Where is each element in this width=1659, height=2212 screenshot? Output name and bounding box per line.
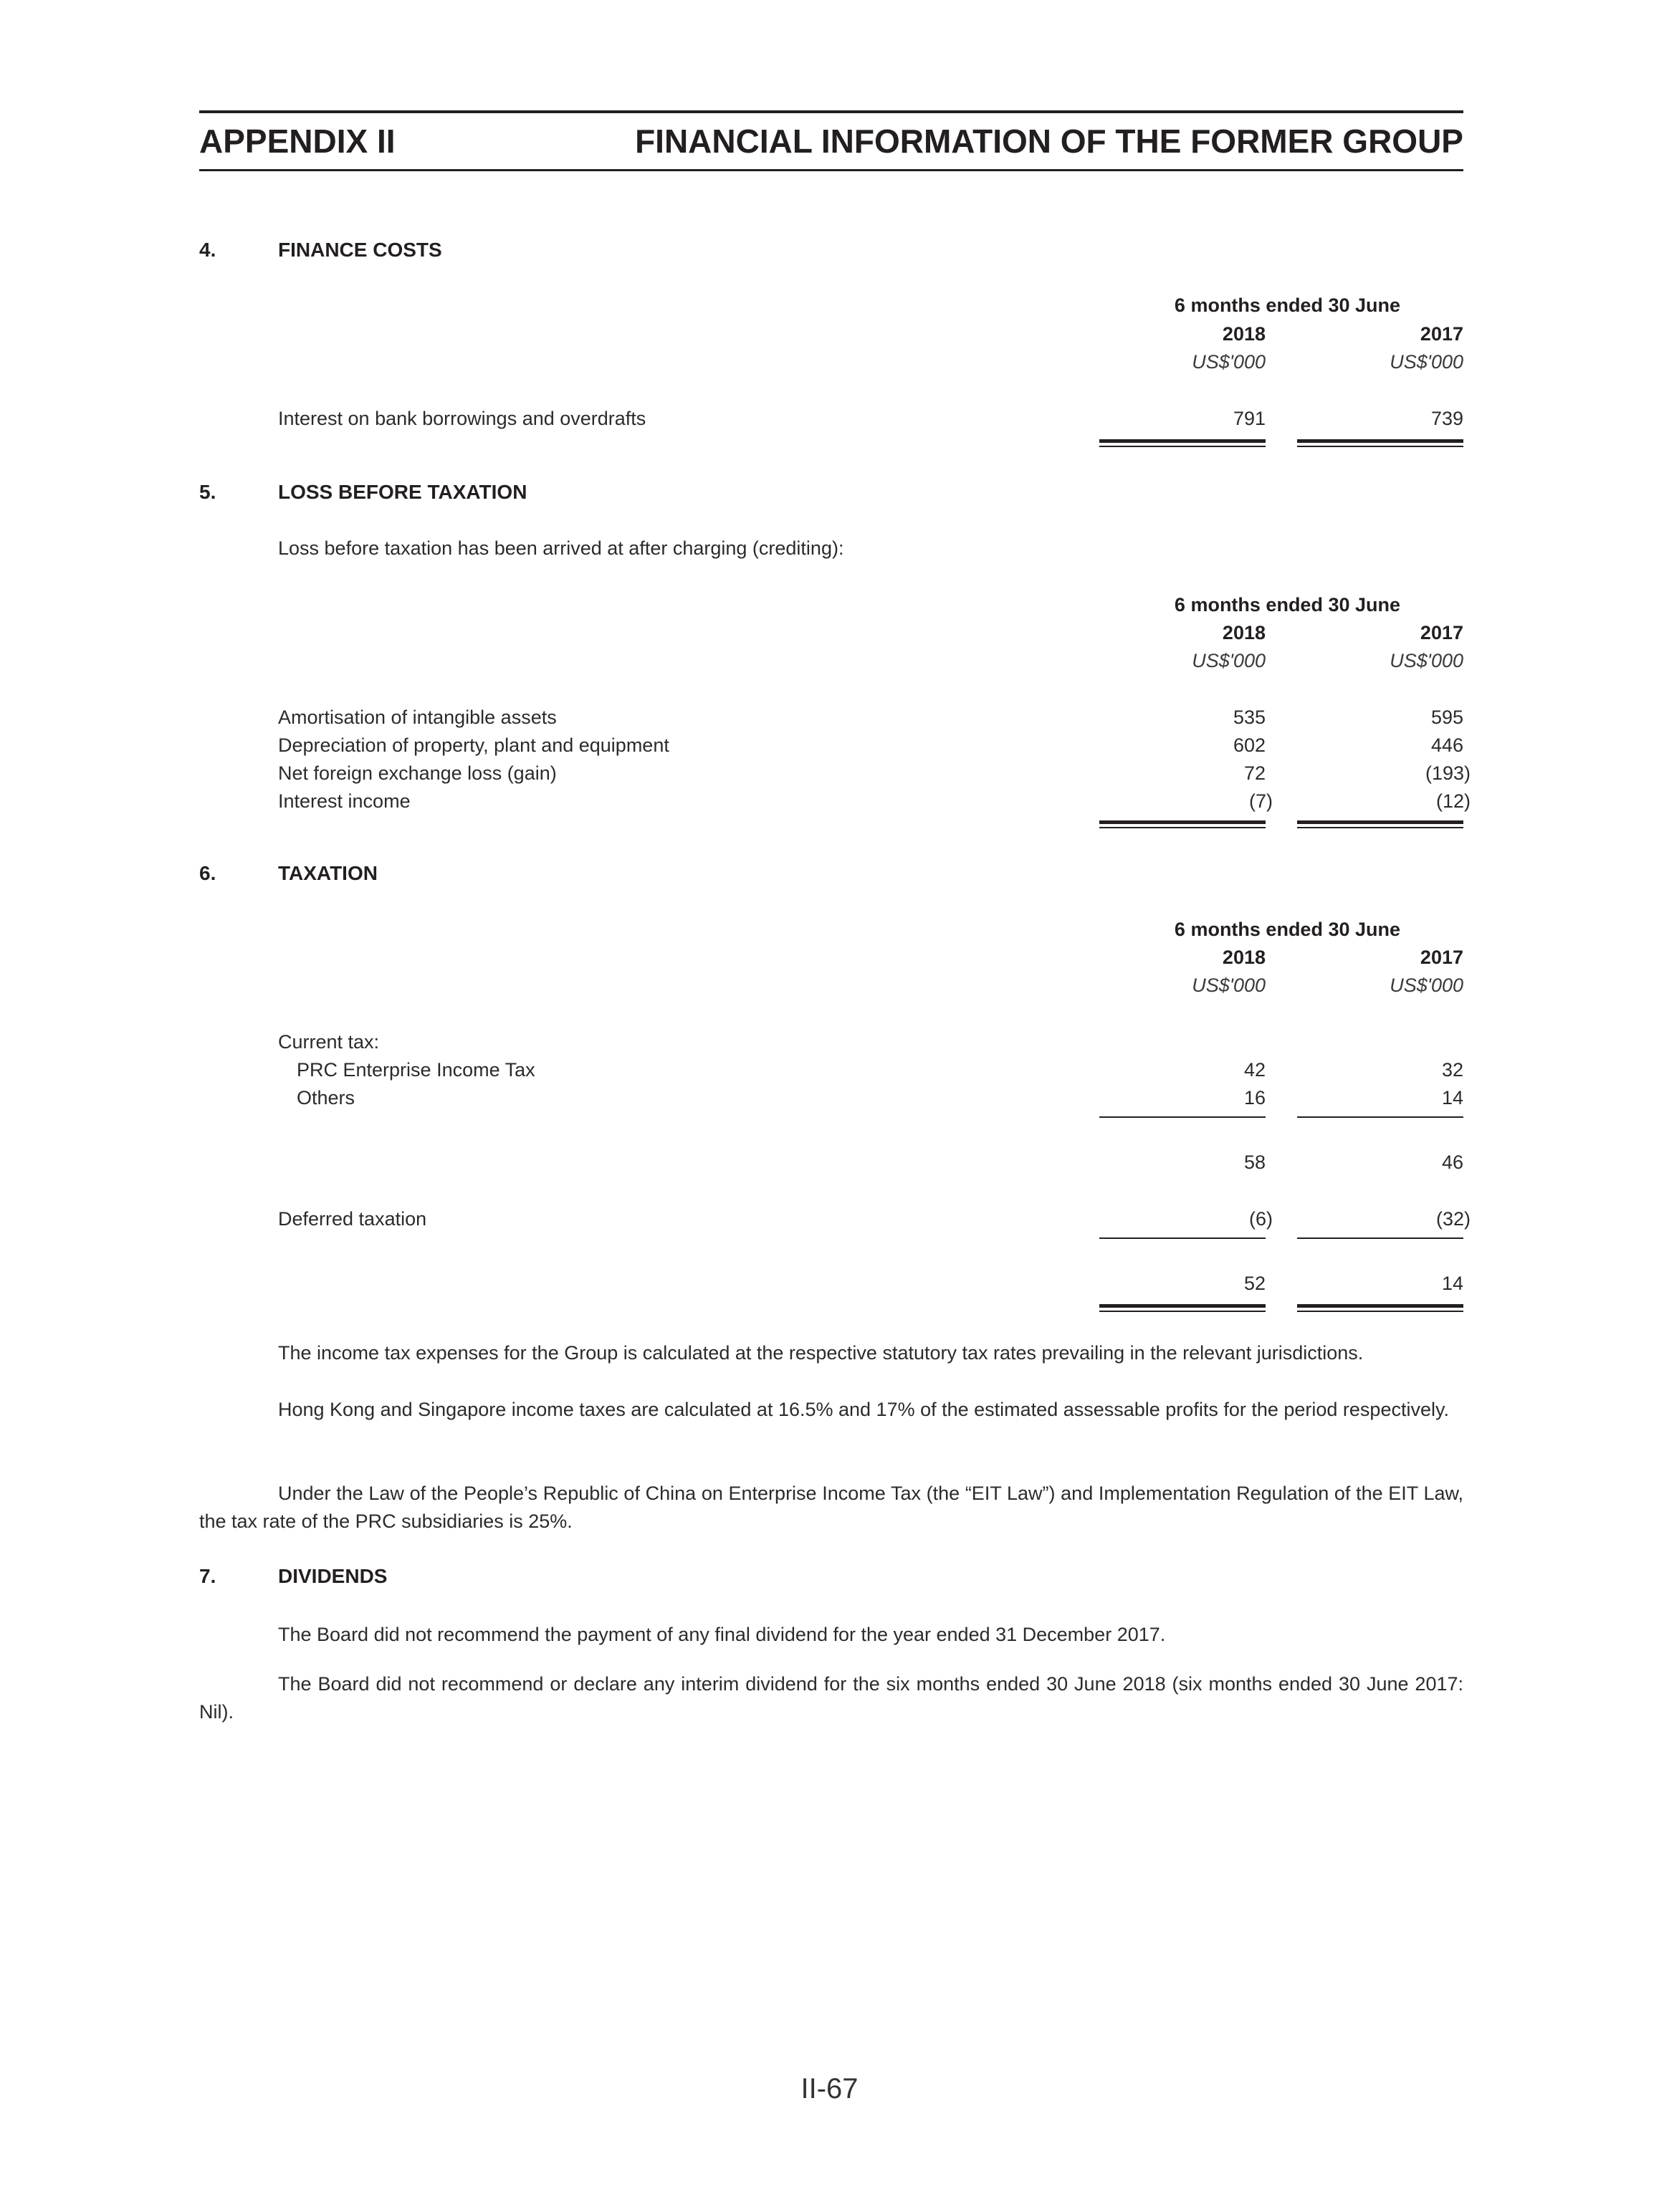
s4-total-rule-2018	[1099, 439, 1266, 447]
s7-paragraph-text: The Board did not recommend or declare any interim dividend for the six months ended 30 June 2018 (six months ended 30 June 2017: Nil).	[199, 1673, 1463, 1723]
section-7-title: DIVIDENDS	[278, 1565, 388, 1587]
page-header	[199, 110, 1463, 171]
s6-paragraph-text: The income tax expenses for the Group is calculated at the respective statutory tax rates prevailing in the relevant jurisdictions.	[278, 1342, 1364, 1364]
s6-deferred-label: Deferred taxation	[278, 1208, 427, 1230]
s6-subtotal-rule-2017	[1297, 1116, 1463, 1118]
section-7-number: 7.	[199, 1565, 216, 1587]
s6-row-2018: 42	[1243, 1059, 1266, 1081]
s6-subtotal-2017: 46	[1441, 1152, 1463, 1173]
section-5-title: LOSS BEFORE TAXATION	[278, 481, 527, 503]
s5-unit-2018: US$'000	[1192, 650, 1266, 671]
s4-year-2017: 2017	[1420, 323, 1463, 345]
s6-year-2017: 2017	[1420, 947, 1463, 968]
s6-deferred-rule-2017	[1297, 1237, 1463, 1239]
s4-total-rule-2017	[1297, 439, 1463, 447]
page-title: FINANCIAL INFORMATION OF THE FORMER GROUP	[635, 123, 1463, 160]
s4-row-2017: 739	[1430, 408, 1463, 429]
s5-row-2018: 602	[1233, 734, 1266, 756]
s6-year-2018: 2018	[1222, 947, 1266, 968]
s5-row-2017: 446	[1430, 734, 1463, 756]
s5-row-label: Net foreign exchange loss (gain)	[278, 762, 557, 784]
section-6-title: TAXATION	[278, 862, 378, 884]
s5-row-2017: 595	[1430, 707, 1463, 728]
s5-row-2018: 535	[1233, 707, 1266, 728]
s7-paragraph	[199, 1621, 1463, 1649]
s6-current-tax-label: Current tax:	[278, 1031, 380, 1053]
s6-row-label: PRC Enterprise Income Tax	[297, 1059, 535, 1081]
s5-period-header: 6 months ended 30 June	[1174, 594, 1400, 616]
s4-unit-2018: US$'000	[1192, 351, 1266, 373]
s7-paragraph	[199, 1670, 1463, 1726]
s4-period-header: 6 months ended 30 June	[1174, 295, 1400, 316]
s6-row-2017: 32	[1441, 1059, 1463, 1081]
s6-paragraph	[199, 1480, 1463, 1536]
header-title-row	[199, 113, 1463, 169]
s5-row-2017: (12)	[1435, 790, 1471, 812]
appendix-label: APPENDIX II	[199, 123, 396, 160]
s6-subtotal-rule-2018	[1099, 1116, 1266, 1118]
s4-row-2018: 791	[1233, 408, 1266, 429]
header-bottom-rule	[199, 169, 1463, 171]
section-4-title: FINANCE COSTS	[278, 239, 442, 261]
s5-row-label: Depreciation of property, plant and equipment	[278, 734, 669, 756]
s6-paragraph	[199, 1396, 1463, 1424]
s6-paragraph-text: Under the Law of the People’s Republic of China on Enterprise Income Tax (the “EIT Law”) and Implementation Regulation of the EIT Law, the tax rate of the PRC subsidiaries is 25%.	[199, 1483, 1463, 1532]
s5-row-2017: (193)	[1425, 762, 1471, 784]
s6-row-label: Others	[297, 1087, 355, 1109]
s6-paragraph-text: Hong Kong and Singapore income taxes are calculated at 16.5% and 17% of the estimated assessable profits for the period respectively.	[278, 1399, 1449, 1420]
s6-deferred-2018: (6)	[1249, 1208, 1273, 1230]
s6-period-header: 6 months ended 30 June	[1174, 919, 1400, 940]
s7-paragraph-text: The Board did not recommend the payment of any final dividend for the year ended 31 December 2017.	[278, 1624, 1166, 1645]
s6-total-rule-2017	[1297, 1304, 1463, 1312]
s6-total-2017: 14	[1441, 1273, 1463, 1294]
s6-deferred-2017: (32)	[1435, 1208, 1471, 1230]
s5-row-label: Amortisation of intangible assets	[278, 707, 557, 728]
s5-year-2018: 2018	[1222, 622, 1266, 643]
s5-row-2018: 72	[1243, 762, 1266, 784]
s6-total-2018: 52	[1243, 1273, 1266, 1294]
section-4-number: 4.	[199, 239, 216, 261]
s4-year-2018: 2018	[1222, 323, 1266, 345]
s5-intro: Loss before taxation has been arrived at after charging (crediting):	[278, 537, 844, 559]
s5-row-label: Interest income	[278, 790, 411, 812]
s4-unit-2017: US$'000	[1390, 351, 1463, 373]
s6-total-rule-2018	[1099, 1304, 1266, 1312]
s5-total-rule-2018	[1099, 820, 1266, 828]
s5-unit-2017: US$'000	[1390, 650, 1463, 671]
s6-paragraph	[199, 1339, 1463, 1367]
s6-unit-2017: US$'000	[1390, 975, 1463, 996]
s5-row-2018: (7)	[1249, 790, 1273, 812]
section-5-number: 5.	[199, 481, 216, 503]
s5-year-2017: 2017	[1420, 622, 1463, 643]
s6-unit-2018: US$'000	[1192, 975, 1266, 996]
s6-row-2017: 14	[1441, 1087, 1463, 1109]
page-number: II-67	[800, 2073, 859, 2105]
s6-subtotal-2018: 58	[1243, 1152, 1266, 1173]
s5-total-rule-2017	[1297, 820, 1463, 828]
s4-row-label: Interest on bank borrowings and overdrafts	[278, 408, 646, 429]
s6-deferred-rule-2018	[1099, 1237, 1266, 1239]
section-6-number: 6.	[199, 862, 216, 884]
s6-row-2018: 16	[1243, 1087, 1266, 1109]
